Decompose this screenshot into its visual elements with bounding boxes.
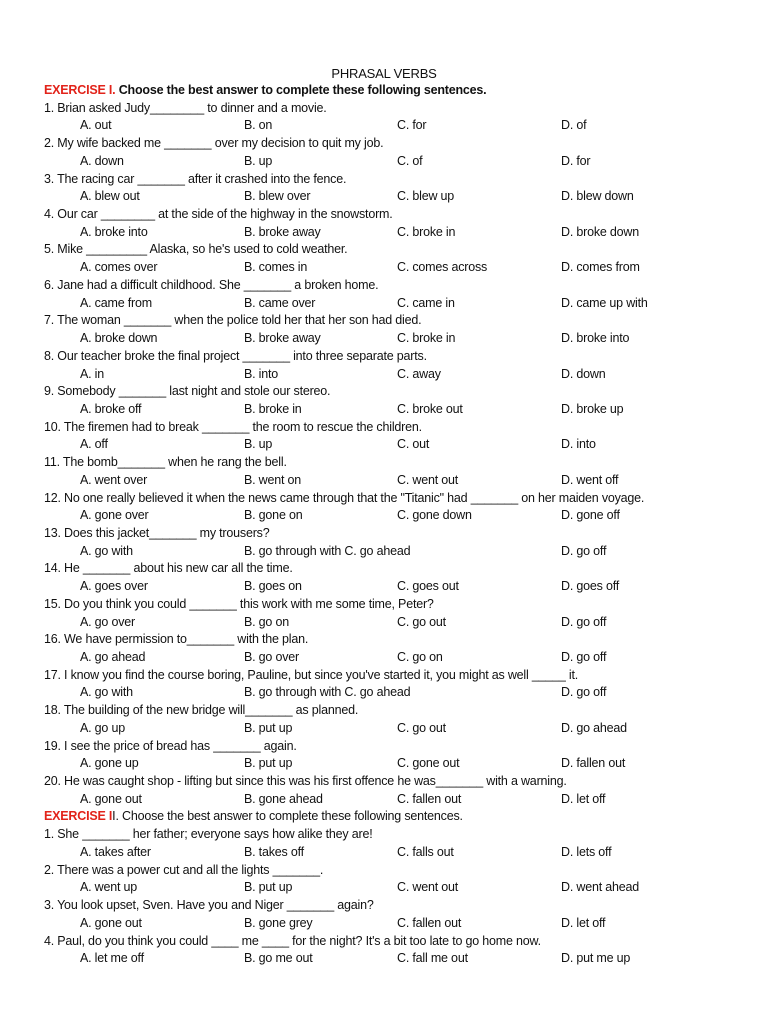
answer-option: A. gone out	[80, 915, 142, 930]
answer-option: C. broke in	[397, 224, 456, 239]
question-text: 13. Does this jacket_______ my trousers?	[44, 525, 270, 540]
answer-option: A. let me off	[80, 951, 144, 966]
answer-option: A. came from	[80, 295, 152, 310]
question-text: 19. I see the price of bread has _______ again.	[44, 738, 297, 753]
answer-option: D. goes off	[561, 579, 620, 594]
options-row	[44, 472, 764, 490]
options-row	[44, 436, 764, 454]
answer-option: D. went ahead	[561, 880, 640, 895]
answer-option: A. went over	[80, 472, 148, 487]
answer-option: C. fall me out	[397, 951, 468, 966]
options-row	[44, 614, 764, 632]
answer-option: D. go ahead	[561, 720, 627, 735]
answer-option: B. goes on	[244, 579, 302, 594]
answer-option: C. goes out	[397, 579, 459, 594]
answer-option: B. gone ahead	[244, 791, 323, 806]
answer-option: D. down	[561, 366, 606, 381]
exercise-label: EXERCISE I.	[44, 83, 116, 97]
options-row	[44, 578, 764, 596]
answer-option: C. blew up	[397, 189, 455, 204]
question-text: 17. I know you find the course boring, Pauline, but since you've started it, you might as well _____ it.	[44, 667, 578, 682]
answer-option: A. go with	[80, 543, 133, 558]
answer-option: A. comes over	[80, 260, 158, 275]
options-row	[44, 366, 764, 384]
answer-option: A. broke off	[80, 401, 142, 416]
question-text: 5. Mike _________ Alaska, so he's used to cold weather.	[44, 242, 348, 257]
options-row	[44, 259, 764, 277]
question-text: 1. She _______ her father; everyone says how alike they are!	[44, 827, 373, 842]
answer-option: C. fallen out	[397, 791, 462, 806]
exercise-label: EXERCISE I	[44, 809, 113, 824]
answer-option: D. go off	[561, 614, 607, 629]
options-row	[44, 295, 764, 313]
answer-option: B. broke away	[244, 224, 321, 239]
answer-option: C. falls out	[397, 844, 454, 859]
options-row	[44, 915, 764, 933]
answer-option: D. broke up	[561, 401, 624, 416]
answer-option: A. gone up	[80, 756, 139, 771]
answer-option: B. go me out	[244, 951, 313, 966]
answer-option: C. go out	[397, 614, 446, 629]
exercise-heading	[44, 808, 764, 826]
answer-option: B. put up	[244, 756, 293, 771]
answer-option: D. broke into	[561, 331, 630, 346]
options-row	[44, 401, 764, 419]
answer-option: C. broke out	[397, 401, 463, 416]
answer-option: A. gone over	[80, 508, 149, 523]
options-row	[44, 507, 764, 525]
answer-option: B. broke away	[244, 331, 321, 346]
options-row	[44, 153, 764, 171]
question-text: 10. The firemen had to break _______ the room to rescue the children.	[44, 419, 422, 434]
options-row	[44, 720, 764, 738]
options-row	[44, 224, 764, 242]
answer-option: D. into	[561, 437, 596, 452]
answer-option: D. lets off	[561, 844, 612, 859]
answer-option: B. go on	[244, 614, 289, 629]
question-text: 2. My wife backed me _______ over my decision to quit my job.	[44, 136, 384, 151]
exercise-content	[44, 82, 764, 968]
answer-option: B. go through with C. go ahead	[244, 543, 411, 558]
answer-option: B. comes in	[244, 260, 308, 275]
answer-option: A. broke into	[80, 224, 148, 239]
answer-option: D. for	[561, 153, 591, 168]
options-row	[44, 330, 764, 348]
answer-option: C. away	[397, 366, 441, 381]
answer-option: B. up	[244, 437, 273, 452]
options-row	[44, 844, 764, 862]
answer-option: C. go on	[397, 650, 443, 664]
question-text: 11. The bomb_______ when he rang the bell.	[44, 455, 287, 470]
answer-option: A. go with	[80, 685, 133, 700]
answer-option: C. go out	[397, 720, 446, 735]
options-row	[44, 755, 764, 773]
question-text: 9. Somebody _______ last night and stole our stereo.	[44, 384, 331, 399]
answer-option: B. put up	[244, 720, 293, 735]
answer-option: A. down	[80, 153, 124, 168]
answer-option: A. blew out	[80, 189, 140, 204]
options-row	[44, 684, 764, 702]
answer-option: A. gone out	[80, 791, 142, 806]
answer-option: B. on	[244, 118, 273, 133]
question-text: 1. Brian asked Judy________ to dinner and a movie.	[44, 100, 327, 115]
answer-option: D. went off	[561, 472, 619, 487]
answer-option: A. out	[80, 118, 112, 133]
question-text: 6. Jane had a difficult childhood. She _______ a broken home.	[44, 277, 379, 292]
answer-option: B. put up	[244, 880, 293, 895]
exercise-instruction: Choose the best answer to complete these following sentences.	[115, 83, 487, 97]
answer-option: D. fallen out	[561, 756, 626, 771]
question-text: 12. No one really believed it when the news came through that the "Titanic" had _______ on her maiden voyage.	[44, 490, 645, 505]
answer-option: B. go through with C. go ahead	[244, 685, 411, 700]
answer-option: D. of	[561, 118, 587, 133]
options-row	[44, 791, 764, 809]
answer-option: D. go off	[561, 650, 607, 664]
answer-option: D. broke down	[561, 224, 639, 239]
answer-option: D. put me up	[561, 951, 631, 966]
options-row	[44, 117, 764, 135]
answer-option: A. goes over	[80, 579, 148, 594]
answer-option: D. came up with	[561, 295, 648, 310]
question-text: 4. Paul, do you think you could ____ me ____ for the night? It's a bit too late to go home now.	[44, 933, 541, 948]
question-text: 7. The woman _______ when the police told her that her son had died.	[44, 313, 422, 328]
answer-option: D. let off	[561, 791, 606, 806]
answer-option: B. into	[244, 366, 279, 381]
question-text: 16. We have permission to_______ with the plan.	[44, 632, 309, 647]
answer-option: A. went up	[80, 880, 138, 895]
exercise-instruction: Choose the best answer to complete these following sentences.	[118, 809, 463, 824]
answer-option: B. went on	[244, 472, 302, 487]
question-text: 20. He was caught shop - lifting but since this was his first offence he was_______ with a warning.	[44, 774, 567, 789]
question-text: 8. Our teacher broke the final project _______ into three separate parts.	[44, 348, 427, 363]
answer-option: B. takes off	[244, 844, 304, 859]
answer-option: A. go up	[80, 720, 125, 735]
answer-option: D. go off	[561, 543, 607, 558]
exercise-label-tail: I.	[112, 809, 119, 824]
answer-option: A. go ahead	[80, 650, 146, 664]
answer-option: A. off	[80, 437, 108, 452]
answer-option: B. up	[244, 153, 273, 168]
answer-option: C. of	[397, 153, 423, 168]
answer-option: A. takes after	[80, 844, 151, 859]
answer-option: A. go over	[80, 614, 135, 629]
answer-option: D. blew down	[561, 189, 634, 204]
question-text: 3. The racing car _______ after it crashed into the fence.	[44, 171, 347, 186]
answer-option: D. go off	[561, 685, 607, 700]
question-text: 4. Our car ________ at the side of the highway in the snowstorm.	[44, 207, 393, 222]
answer-option: B. broke in	[244, 401, 302, 416]
answer-option: C. went out	[397, 472, 459, 487]
answer-option: C. gone out	[397, 756, 460, 771]
answer-option: C. gone down	[397, 508, 472, 523]
options-row	[44, 188, 764, 206]
answer-option: C. broke in	[397, 331, 456, 346]
answer-option: A. in	[80, 366, 105, 381]
answer-option: B. blew over	[244, 189, 311, 204]
options-row	[44, 950, 764, 968]
answer-option: A. broke down	[80, 331, 158, 346]
exercise-heading	[44, 82, 764, 100]
answer-option: B. go over	[244, 650, 299, 664]
answer-option: C. out	[397, 437, 430, 452]
answer-option: B. came over	[244, 295, 316, 310]
answer-option: D. let off	[561, 915, 606, 930]
options-row	[44, 543, 764, 561]
question-text: 14. He _______ about his new car all the time.	[44, 561, 293, 576]
options-row	[44, 879, 764, 897]
question-text: 3. You look upset, Sven. Have you and Niger _______ again?	[44, 898, 374, 913]
answer-option: C. for	[397, 118, 427, 133]
answer-option: D. comes from	[561, 260, 640, 275]
answer-option: B. gone on	[244, 508, 303, 523]
answer-option: D. gone off	[561, 508, 620, 523]
answer-option: C. comes across	[397, 260, 488, 275]
options-row	[44, 649, 764, 667]
question-text: 18. The building of the new bridge will_______ as planned.	[44, 703, 359, 718]
answer-option: C. fallen out	[397, 915, 462, 930]
question-text: 15. Do you think you could _______ this work with me some time, Peter?	[44, 596, 434, 611]
answer-option: C. came in	[397, 295, 455, 310]
question-text: 2. There was a power cut and all the lights _______.	[44, 862, 324, 877]
page-title: PHRASAL VERBS	[331, 66, 437, 81]
answer-option: B. gone grey	[244, 915, 313, 930]
answer-option: C. went out	[397, 880, 459, 895]
